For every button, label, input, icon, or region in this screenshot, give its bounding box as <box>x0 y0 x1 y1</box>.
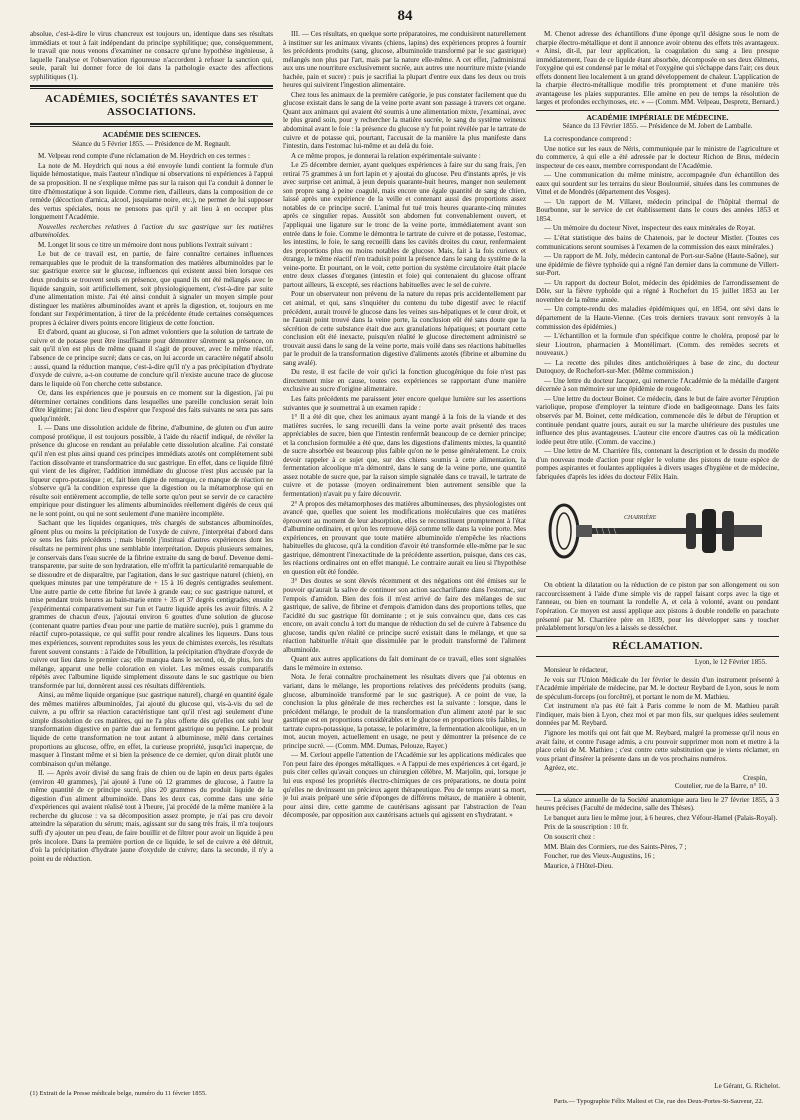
paragraph: — Une lettre de M. Charrière fils, contenant la description et le dessin du modèle d'un nouveau mode d'action pour régler le volume des pistons de toute espèce de pompes aspirantes et foulantes appliquées à divers usages d'hygiène et de médecine, fabriquées d'après les idées du docteur Félix Hain. <box>536 447 779 481</box>
gerant-line: Le Gérant, G. Richelot. <box>714 1082 780 1090</box>
piston-disc-c <box>722 511 734 551</box>
paragraph: On obtient la dilatation ou la réduction de ce piston par son allongement ou son raccourcissement à l'aide d'une simple vis de rappel faisant corps avec la tige et l'anneau, ou bien en tournant la rondelle A, et cela à volonté, avant ou pendant l'opération. Ce moyen est aussi applique aux pistons à double rondelle en parachute présenté par M. Charrière père en 1839, pour les développer sans y toucher préalablement lorsqu'on les a laissés se dessécher. <box>536 581 779 633</box>
paragraph: Le but de ce travail est, en partie, de faire connaître certaines influences remarquables que le produit de la transformation des matières albuminoïdes par le suc gastrique exerce sur le glucose, influences qui existent aussi bien lorsque ces deux produits se trouvent seuls en présence, que quand ils ont été mélangés avec le liquide sanguin, soit artificiellement, soit physiologiquement, c'est-à-dire par suite d'une alimentation mixte. J'ai été ainsi conduit à signaler un moyen simple pour distinguer les matières albuminoïdes avant et après la digestion, et, toujours en me fondant sur l'expérimentation, à tirer de la précédente étude certaines conséquences propres à éclairer divers points encore litigieux de cette fonction. <box>30 250 273 327</box>
paragraph: Or, dans les expériences que je poursuis en ce moment sur la digestion, j'ai pu déterminer certaines conditions dans lesquelles une pareille conclusion serait loin d'être légitime; j'ai donc lieu d'espérer que l'exposé des faits suivants ne sera pas sans quelqu'intérêt. <box>30 389 273 423</box>
column-left <box>30 30 273 1082</box>
piston-collar <box>576 525 592 537</box>
paragraph: Agréez, etc. <box>544 764 579 773</box>
academy-title: ACADÉMIE IMPÉRIALE DE MÉDECINE. <box>586 112 729 122</box>
paragraph: Maurice, à l'Hôtel-Dieu. <box>544 861 614 870</box>
paragraph: 3° Des doutes se sont élevés récemment et des négations ont été émises sur le pouvoir qu'aurait la salive de continuer son action saccharifiante dans l'estomac, sur l'empois d'amidon. Bien des fois il m'est arrivé de faire des mélanges de suc gastrique, de salive, de fibrine et d'empois d'amidon dans des proportions telles, que l'acidité du suc gastrique fût dominante ; et je suis convaincu que, dans ces cas encore, on avait conclu à tort du manque de réduction du sel de cuivre à l'absence du glucose, tandis qu'en réalité ce principe sucré existait dans le mélange, et que sa réaction habituelle n'était que dissimulée par le produit transformé de l'aliment albuminoïde. <box>283 577 526 654</box>
paragraph: — La séance annuelle de la Société anatomique aura lieu le 27 février 1855, à 3 heures précises (Faculté de médecine, salle des Thèses). <box>536 795 779 813</box>
paragraph: MM. Blain des Cormiers, rue des Saints-Pères, 7 ; <box>544 842 687 851</box>
article-heading: Nouvelles recherches relatives à l'action du suc gastrique sur les matières albuminoïdes. <box>30 222 273 240</box>
paragraph: Nota. Je ferai connaître prochainement les résultats divers que j'ai obtenus en variant, dans le mélange, les proportions relatives des précédents produits (sang, glucose, albuminoïde transformé par le suc gastrique). A ce point de vue, la conclusion la plus générale de mes recherches est la suivante : lorsque, dans le précédent mélange, le produit de la transformation d'un aliment azoté par le suc gastrique est en proportions considérables et le glucose en proportions très faibles, le tartrate cupro-potassique, la potasse, le polarimètre, la fermentation alcoolique, en un mot, aucun moyen, actuellement en usage, ne peut y démontrer la présence de ce principe sucré. — (Comm. MM. Dumas, Pelouze, Rayer.) <box>283 673 526 750</box>
paragraph: Pour un observateur non prévenu de la nature du repas pris accidentellement par cet animal, et qui, sans s'inquiéter du contenu du tube digestif avec le réactif précédent, aurait trouvé le glucose dans les veines sus-hépatiques et le cœur droit, et ne l'aurait point trouvé dans la veine porte, la conclusion eût été sans doute que la sécrétion de cette substance était due aux granulations hépatiques; et pourtant cette conclusion eût été inexacte, puisqu'en réalité le glucose directement administré se trouvait aussi dans le sang de la veine porte, mais voilé dans ses réactions habituelles par le produit de la transformation digestive d'aliments azotés (fibrine et albumine du sang avalé). <box>283 290 526 367</box>
paragraph: Et d'abord, quant au glucose, si l'on admet volontiers que la solution de tartrate de cuivre et de potasse peut être insuffisante pour démontrer sûrement sa présence, on sait qu'il n'en est plus de même quand il s'agit de prouver, avec le même réactif, l'absence de ce principe sucré; dans ce cas, on lui accorde un caractère négatif absolu : aussi, quand la réduction manque, c'est-à-dire qu'il n'y a pas précipitation d'hydrate d'oxyde de cuivre, a-t-on coutume de conclure qu'il n'existe aucune trace de glucose dans le liquide où l'on cherche cette substance. <box>30 328 273 388</box>
paragraph: — L'état statistique des bains de Chatenois, par le docteur Mistler. (Toutes ces communications seront soumises à l'examen de la commission des eaux minérales.) <box>536 234 779 251</box>
paragraph: J'ignore les motifs qui ont fait que M. Reybard, malgré la promesse qu'il nous en avait faite, et contre l'usage admis, a cru pouvoir supprimer mon nom et mettre à la place celui de M. Mathieu ; c'est contre cette substitution que je viens réclamer, en vous priant d'insérer la présente dans un de vos prochains numéros. <box>536 729 779 763</box>
letter-date: Lyon, le 12 Février 1855. <box>694 657 767 666</box>
piston-disc-a <box>686 513 696 549</box>
divider <box>536 794 779 795</box>
intro-paragraph: absolue, c'est-à-dire le virus chancreux est toujours un, identique dans ses résultats immédiats et tout à fait indépendant du principe syphilitique; que, conséquemment, le travail que nous venons d'examiner ne consacre qu'une hypothèse ingénieuse, à laquelle l'analyse et l'observation rigoureuse n'accordent à refuser la sanction qui, seule, paraît lui donner force de loi dans la pathologie exacte des affections syphilitiques (1). <box>30 30 273 81</box>
divider <box>536 110 779 111</box>
paragraph: I. — Dans une dissolution acidule de fibrine, d'albumine, de gluten ou d'un autre composé protéique, il est toujours possible, à l'aide du réactif indiqué, de révéler la présence du glucose en rendant au préalable cette dissolution alcaline. J'ai constaté qu'il n'en est plus ainsi quand ces principes immédiats azotés ont complètement subi l'action dissolvante et transformatrice du suc gastrique. En effet, dans ce liquide filtré qui vient de les digérer, l'addition immédiate du glucose n'est plus accusée par la liqueur cupro-potassique ; et, fait bien digne de remarque, ce manque de réaction ne s'observe qu'à la condition expresse que la digestion ou la métamorphose qui en résulte soit entièrement accomplie, de telle sorte qu'on peut se servir de ce caractère empirique pour distinguer les aliments albuminoïdes réellement digérés de ceux qui ne le sont point, ou qui ne sont seulement d'une manière incomplète. <box>30 424 273 518</box>
piston-drawing <box>536 485 779 577</box>
paragraph: — Un rapport du docteur Bolot, médecin des épidémies de l'arrondissement de Dôle, sur la fièvre typhoïde qui a régné à Rochefort du 15 juillet 1853 au 1er novembre de la même année. <box>536 278 779 304</box>
paragraph: Le banquet aura lieu le même jour, à 6 heures, chez Véfour-Hamel (Palais-Royal). <box>544 813 778 822</box>
paragraph: La note de M. Heydrich qui nous a été envoyée lundi contient la formule d'un liquide hémostatique, mais l'auteur n'indique ni observations ni expériences à l'appui de sa proposition. Il ne s'explique même pas sur la raison qui l'a conduit à donner le titre d'hémostatique à son liquide. Comme rien, d'ailleurs, dans la composition de ce remède (décoction d'arnica, alcool, jusquiame noire, etc.), ne permet de lui supposer des vertus spéciales, nous ne pensons pas qu'il y ait lieu à en occuper plus longuement l'Académie. <box>30 161 273 222</box>
column-right <box>536 30 779 1082</box>
paragraph: M. Velpeau rend compte d'une réclamation de M. Heydrich en ces termes : <box>38 152 250 161</box>
page-number: 84 <box>397 8 413 24</box>
paragraph: Prix de la souscription : 10 fr. <box>544 823 629 832</box>
section-divider <box>30 123 273 127</box>
figure-label: CHARRIÈRE <box>624 515 657 522</box>
paragraph: M. Longet lit sous ce titre un mémoire dont nous publions l'extrait suivant : <box>38 240 253 249</box>
paragraph: La correspondance comprend : <box>544 135 632 144</box>
newspaper-page <box>30 8 780 1112</box>
columns <box>30 30 780 1082</box>
paragraph: — Une lettre du docteur Jacquez, qui remercie l'Académie de la médaille d'argent décernée à son mémoire sur une épidémie de rougeole. <box>536 376 779 394</box>
paragraph: Sachant que les liquides organiques, très chargés de substances albuminoïdes, gênent plus ou moins la précipitation de l'oxyde de cuivre, j'interprétai d'abord dans ce sens les faits précédents ; mais bientôt j'instituai d'autres expériences dont les résultats ne permirent plus une semblable interprétation. Depuis plusieurs semaines, je conservais dans l'eau sucrée de la fibrine extraite du sang de bœuf. Devenue demi-transparente, par suite de son hydratation, elle m'offrit la particularité remarquable de se dissoudre et de disparaître, par l'agitation, dans le suc gastrique naturel (chien), en quelques minutes par une température de + 15 à 16 degrés centigrades seulement. Une autre partie de cette fibrine fut lavée à grande eau; ce suc gastrique naturel, et mise pendant trois heures au bain-marie entre + 35 et 37 degrés centigrades; ensuite j'expérimentai comparativement sur l'un et l'autre liquide après les avoir filtrés. A 2 grammes de chacun d'eux, j'ajoutai environ 6 gouttes d'une solution de glucose (contenant quatre parties d'eau pour une partie de matière sucrée), puis 1 gramme du réactif cupro-potassique, ce qui suffit pour rendre alcalines les liqueurs. Dans tous mes expériences, souvent reproduites sous les yeux de chimistes exercés, les résultats furent souvent constants : à l'aide de l'ébullition, la précipitation d'hydrate d'oxyde de cuivre eut lieu dans le premier cas; elle manqua dans le second, où, de plus, lors du mélange, apparut une belle coloration en violet. Les mêmes essais comparatifs répétés avec l'albumine liquide simplement dissoute dans le suc gastrique ou bien transformée par lui, donnèrent aussi ces résultats différentiels. <box>30 519 273 690</box>
paragraph: — La recette des pilules dites antichoiériques à base de zinc, du docteur Dutoquoy, de Rochefort-sur-Mer. (Même commission.) <box>536 358 779 376</box>
seance-line: Séance du 13 Février 1855. — Présidence de M. Jobert de Lamballe. <box>562 123 753 131</box>
section-title: ACADÉMIES, SOCIÉTÉS SAVANTES ET ASSOCIATIONS. <box>44 93 259 119</box>
paragraph: — L'échantillon et la formule d'un spécifique contre le choléra, proposé par le sieur Lioutron, pharmacien à Montélimart. (Comm. des remèdes secrets et nouveaux.) <box>536 332 779 358</box>
paragraph: A ce même propos, je donnerai la relation expérimentale suivante : <box>291 151 481 160</box>
piston-illustration <box>536 485 779 577</box>
paragraph: — Une lettre du docteur Boinet. Ce médecin, dans le but de faire avorter l'éruption variolique, propose d'employer la teinture d'iode en badigeonnage. Dans les faits observés par M. Boinet, cette médication, commencée dès le début de l'éruption et continuée pendant quatre jours, aurait eu sur la marche ultérieure des pustules une influence des plus avantageuses. L'auteur cite encore d'autres cas où la médication iodée peut être utile. (Comm. de vaccine.) <box>536 394 779 446</box>
paragraph: II. — Après avoir divisé du sang frais de chien ou de lapin en deux parts égales (environ 40 grammes), j'ai ajouté à l'une où 12 grammes de glucose, à l'autre la même quantité de ce principe sucré, plus 20 grammes du produit liquide de la digestion d'un aliment albuminoïde. Dans les deux cas, comme dans une série d'expériences qui avaient réalisé tout à l'heure, j'ai procédé de la même manière à la recherche du glucose : va sa décomposition assez prompte, je n'ai pas cru devoir atteindre la séparation du sérum; mais, agissant sur du sang très frais, il m'a toujours suffi d'y ajouter un peu d'eau, de faire bouillir et de filtrer pour avoir un liquide à peu près incolore. Dans la première portion de ce liquide, le sel de cuivre a été détruit, d'où la précipitation d'hydrate jaune d'oxydule de cuivre; dans la seconde, il n'y a point eu de réduction. <box>30 769 273 863</box>
paragraph: 2° A propos des métamorphoses des matières albumineuses, des physiologistes ont avancé que, quelles que soient les modifications moléculaires que ces matières éprouvent au moment de leur absorption, elles se reconstituent promptement à l'état d'albumine ordinaire, et qu'on les retrouve déjà comme telle dans la veine porte. Mes expériences, en prouvant que toute matière albuminoïde n'empêche les réactions habituelles du glucose, qu'à la condition d'avoir été transformée elle-même par le suc gastrique, démontrent l'inexactitude de la précédente assertion, puisque, dans ces cas, les réactions ordinaires ont en effet manqué. Le contraire aurait eu lieu si l'hypothèse en question eût été fondée. <box>283 499 526 576</box>
paragraph: — Un rapport de M. Villaret, médecin principal de l'hôpital thermal de Bourbonne, sur le service de cet établissement dans le cours des années 1853 et 1854. <box>536 197 779 223</box>
letter-signature: Crespin, <box>743 773 767 782</box>
paragraph: — Un compte-rendu des maladies épidémiques qui, en 1854, ont sévi dans le département de la Haute-Vienne. (Ces trois derniers travaux sont renvoyés à la commission des épidémies.) <box>536 305 779 331</box>
academy-title: ACADÉMIE DES SCIENCES. <box>102 130 201 140</box>
paragraph: Ainsi, au même liquide organique (suc gastrique naturel), chargé en quantité égale des mêmes matières albuminoïdes, j'ai ajouté du glucose qui, vis-à-vis du sel de cuivre, a pu offrir sa réaction caractéristique tant qu'il n'est agi seulement d'une simple dissolution de ces matières, qui ne l'a plus offerte dès qu'elles ont subi leur transformation digestive en partie due au ferment gastrique ou pepsine. Le produit liquide de cette transformation ne tout autant à albuminose, mêlé dans certaines proportions au glucose, offre, en effet, la curieuse propriété, jusqu'ici inaperçue, de masquer à l'instant même et si bien la présence de ce dernier, qu'on dirait plutôt une combinaison qu'un mélange. <box>30 691 273 768</box>
footnote: (1) Extrait de la Presse médicale belge, numéro du 11 février 1855. <box>30 1090 207 1097</box>
column-middle <box>283 30 526 1082</box>
reclamation-title: RÉCLAMATION. <box>612 639 703 652</box>
paragraph: Foucher, rue des Vieux-Augustins, 16 ; <box>544 852 655 861</box>
paragraph: 1° Il a été dit que, chez les animaux ayant mangé à la fois de la viande et des matières sucrées, le sang recueilli dans la veine porte avait présenté des traces appréciables de sucre, bien que l'intestin renfermât beaucoup de ce dernier principe; et la conclusion formulée a été que, dans les digestions d'aliments mixtes, la quantité de sucre absorbée est beaucoup plus faible qu'on ne le pense généralement. Le croix devoir rappeler à ce sujet que, sur des chiens soumis à cette alimentation, la fermentation alcoolique m'a démontré, dans le sang de la veine porte, une quantité assez notable de sucre que, par la raison simple signalée dans ce travail, le tartrate de cuivre et de potasse (moyen ordinairement bien autrement sensible que la fermentation) n'avait pu y faire découvrir. <box>283 413 526 498</box>
letter-salutation: Monsieur le rédacteur, <box>544 666 608 675</box>
piston-end <box>734 525 762 537</box>
piston-ring-inner <box>557 513 571 549</box>
paragraph: M. Chenot adresse des échantillons d'une éponge qu'il désigne sous le nom de charpie électro-métallique et dont il annonce avoir obtenu des effets très avantageux. « Ainsi, dit-il, par leur application, la coagulation du sang a lieu presque immédiatement, l'eau de ce liquide étant absorbée, décomposée en ses deux élémens, l'oxygène qui est condensé par le métal et l'oxygène qui s'échappe dans l'air; ces deux effets donnent lieu localement à un grand développement de chaleur. L'application de la charpie électro-métallique modifie très promptement et d'une manière très avantageuse les plaies suppurantes. Elle amène en peu de temps la résolution de larges et profondes ecchymoses, etc. » — (Comm. MM. Velpeau, Despretz, Bernard.) <box>536 30 779 107</box>
paragraph: Quant aux autres applications du fait dominant de ce travail, elles sont signalées dans le mémoire in extenso. <box>283 655 526 672</box>
paragraph: III. — Ces résultats, en quelque sorte préparatoires, me conduisirent naturellement à instituer sur les animaux vivants (chiens, lapins) des expériences propres à fournir les précédents produits (sang, glucose, albuminoïde transformé par le suc gastrique) mélangés non plus par l'art, mais par la nature elle-même. A cet effet, j'administrai aux uns une nourriture exclusivement sucrée, aux autres une nourriture mixte (viande hachée, pain et sucre) : puis je sacrifiai la plupart d'entre eux dans les deux ou trois heures qui suivirent l'ingestion alimentaire. <box>283 30 526 90</box>
paragraph: — Une communication du même ministre, accompagnée d'un échantillon des eaux qui sourdent sur les terrains du sieur Bouloumié, situées dans les communes de Vittel et de Mondrès (département des Vosges). <box>536 171 779 197</box>
paragraph: — M. Cerlout appelle l'attention de l'Académie sur les applications médicales que l'on peut faire des éponges métalliques. « A l'appui de mes expériences à cet égard, je puis citer celles qu'avait conçues un chirurgien célèbre, M. Marjolin, qui, lorsque je lui eus exposé les propriétés électro-chimiques de ces préparations, ne douta point qu'elles ne devinssent un précieux agent thérapeutique. Peu de temps avant sa mort, je lui avais préparé une série d'éponges de différens métaux, de manière à obtenir, pour ainsi dire, cette gamme de cautérisans agissant par l'abstraction de l'eau décomposée, par opposition aux cautérisans actuels qui agissent en s'hydratant. » <box>283 751 526 820</box>
piston-disc-b <box>702 509 716 553</box>
paragraph: Une notice sur les eaux de Néris, communiquée par le ministre de l'agriculture et du commerce, à qui elle a été adressée par le docteur Richon de Brus, médecin inspecteur de ces eaux, membre correspondant de l'Académie. <box>536 144 779 170</box>
letter-signature-address: Coutelier, rue de la Barre, n° 10. <box>674 782 767 791</box>
imprint-line: Paris.— Typographie Félix Maltest et Cie, rue des Deux-Portes-St-Sauveur, 22. <box>553 1098 764 1105</box>
paragraph: Cet instrument n'a pas été fait à Paris comme le nom de M. Mathieu paraît l'indiquer, mais bien à Lyon, chez moi et par mon fils, sur quelques idées seulement données par M. Reybard. <box>536 702 779 728</box>
paragraph: Les faits précédents me paraissent jeter encore quelque lumière sur les assertions suivantes que je soumettrai à un examen rapide : <box>283 394 526 412</box>
paragraph: — Un rapport de M. Joly, médecin cantonal de Port-sur-Saône (Haute-Saône), sur une épidémie de fièvre typhoïde qui a régné l'an dernier dans la commune de Villert-sur-Port. <box>536 252 779 278</box>
paragraph: — Un mémoire du docteur Nivet, inspecteur des eaux minérales de Royat. <box>544 224 756 233</box>
section-divider <box>30 85 273 89</box>
paragraph: Le 25 décembre dernier, ayant quelques expériences à faire sur du sang frais, j'en retirai 75 grammes à un fort lapin et y ajoutai du glucose. Peu d'instants après, je vis avec surprise cet animal, à jeun depuis quarante-huit heures, manger non seulement son propre sang à peine coagulé, mais encore une égale quantité de sang de chien, laissé après une expérience de la veille et contenant aussi des proportions assez notables de ce principe sucré. L'animal fut tué trois heures quarante-cinq minutes après ce singulier repas. Aussitôt son abdomen fut convenablement ouvert, et j'appliquai une ligature sur le tronc de la veine porte, immédiatement avant son entrée dans le foie. Comme le démontra le tartrate de cuivre et de potasse, l'estomac, les intestins, le foie, le sang recueilli dans les cavités droites du cœur, renfermaient des proportions plus ou moins notables de glucose. Mais, fait à la fois curieux et étrange, le même réactif n'en traduisit point la présence dans le sang du système de la veine-porte. Et pourtant, on le voit, cette portion du système circulatoire était placée entre deux classes d'organes (intestin et foie) qui contenaient du glucose offrant partout ailleurs, là excepté, ses réactions habituelles avec le sel de cuivre. <box>283 161 526 289</box>
paragraph: Je vois sur l'Union Médicale du 1er février le dessin d'un instrument présenté à l'Académie impériale de médecine, par M. le docteur Reybard de Lyon, sous le nom de spéculum-forceps (ou forcêtré), et portant le nom de M. Mathieu. <box>536 675 779 701</box>
paragraph: Du reste, il est facile de voir qu'ici la fonction glucogénique du foie n'est pas directement mise en cause, toutes ces expériences se rapportant d'une manière exclusive au sucre d'origine alimentaire. <box>283 368 526 394</box>
paragraph: On souscrit chez : <box>544 833 596 842</box>
divider <box>536 656 779 657</box>
seance-line: Séance du 5 Février 1855. — Présidence de M. Regnault. <box>72 140 231 148</box>
divider <box>536 636 779 637</box>
paragraph: Chez tous les animaux de la première catégorie, je pus constater facilement que du glucose existait dans le sang de la veine porte avant son passage à travers cet organe. Quant aux animaux qui avaient été soumis à une alimentation mixte, j'examinai, avec le plus grand soin, pour y rechercher la matière sucrée, le sang du système veineux abdominal avant le foie : la présence du glucose n'y fut point révélée par le tartrate de cuivre et de potasse qui, pourtant, l'accusait de la manière la plus manifeste dans l'intestin, dans l'estomac lui-même et au delà du foie. <box>283 90 526 151</box>
